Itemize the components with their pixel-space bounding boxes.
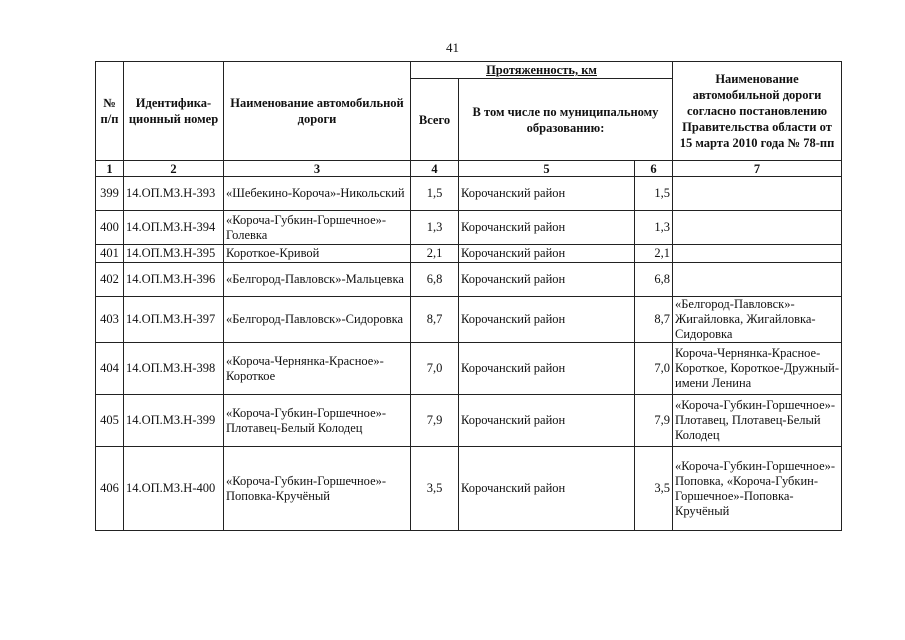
header-road-name: Наименование автомобильной дороги: [224, 62, 411, 161]
row-road-name: «Шебекино-Короча»-Никольский: [224, 177, 411, 211]
header-total: Всего: [411, 79, 459, 161]
header-resolution-name: Наименование автомобильной дороги согласно постановлению Правительства области от 15 марта 2010 года № 78-пп: [673, 62, 842, 161]
row-resolution-name: «Короча-Губкин-Горшечное»-Плотавец, Плотавец-Белый Колодец: [673, 395, 842, 447]
header-municipal: В том числе по муниципальному образованию:: [459, 79, 673, 161]
row-id: 14.ОП.МЗ.Н-393: [124, 177, 224, 211]
row-length: 6,8: [635, 263, 673, 297]
row-length: 7,9: [635, 395, 673, 447]
table-row: [96, 263, 842, 297]
row-total: 2,1: [411, 245, 459, 263]
row-resolution-name: «Короча-Губкин-Горшечное»-Поповка, «Короча-Губкин-Горшечное»-Поповка-Кручёный: [673, 447, 842, 531]
column-number: 3: [224, 161, 411, 177]
row-district: Корочанский район: [459, 211, 635, 245]
row-road-name: «Белгород-Павловск»-Мальцевка: [224, 263, 411, 297]
row-total: 3,5: [411, 447, 459, 531]
row-resolution-name: Короча-Чернянка-Красное-Короткое, Короткое-Дружный-имени Ленина: [673, 343, 842, 395]
row-number: 401: [96, 245, 124, 263]
table-row: [96, 211, 842, 245]
row-total: 6,8: [411, 263, 459, 297]
column-number: 5: [459, 161, 635, 177]
table-body: [96, 177, 842, 531]
row-road-name: «Белгород-Павловск»-Сидоровка: [224, 297, 411, 343]
row-resolution-name: [673, 245, 842, 263]
table-row: [96, 447, 842, 531]
row-id: 14.ОП.МЗ.Н-395: [124, 245, 224, 263]
row-length: 1,3: [635, 211, 673, 245]
row-district: Корочанский район: [459, 447, 635, 531]
row-road-name: Короткое-Кривой: [224, 245, 411, 263]
row-resolution-name: [673, 263, 842, 297]
row-total: 7,0: [411, 343, 459, 395]
row-number: 406: [96, 447, 124, 531]
row-number: 400: [96, 211, 124, 245]
header-number: № п/п: [96, 62, 124, 161]
row-number: 399: [96, 177, 124, 211]
row-total: 1,3: [411, 211, 459, 245]
row-length: 3,5: [635, 447, 673, 531]
column-numbering-row: [96, 161, 842, 177]
column-number: 4: [411, 161, 459, 177]
row-number: 404: [96, 343, 124, 395]
row-road-name: «Короча-Губкин-Горшечное»-Поповка-Кручёный: [224, 447, 411, 531]
row-number: 403: [96, 297, 124, 343]
row-district: Корочанский район: [459, 343, 635, 395]
row-id: 14.ОП.МЗ.Н-398: [124, 343, 224, 395]
table-row: [96, 395, 842, 447]
row-resolution-name: «Белгород-Павловск»-Жигайловка, Жигайловка-Сидоровка: [673, 297, 842, 343]
row-total: 7,9: [411, 395, 459, 447]
row-resolution-name: [673, 211, 842, 245]
road-table: [95, 61, 842, 531]
table-row: [96, 177, 842, 211]
row-road-name: «Короча-Чернянка-Красное»-Короткое: [224, 343, 411, 395]
column-number: 6: [635, 161, 673, 177]
row-total: 1,5: [411, 177, 459, 211]
header-id: Идентифика-ционный номер: [124, 62, 224, 161]
row-length: 2,1: [635, 245, 673, 263]
row-id: 14.ОП.МЗ.Н-394: [124, 211, 224, 245]
row-id: 14.ОП.МЗ.Н-400: [124, 447, 224, 531]
row-road-name: «Короча-Губкин-Горшечное»-Голевка: [224, 211, 411, 245]
page-number: 41: [446, 40, 459, 55]
column-number: 1: [96, 161, 124, 177]
row-district: Корочанский район: [459, 395, 635, 447]
row-district: Корочанский район: [459, 245, 635, 263]
header-length-group: Протяженность, км: [411, 62, 673, 79]
table-row: [96, 245, 842, 263]
row-id: 14.ОП.МЗ.Н-399: [124, 395, 224, 447]
column-number: 7: [673, 161, 842, 177]
column-number: 2: [124, 161, 224, 177]
row-length: 7,0: [635, 343, 673, 395]
row-length: 8,7: [635, 297, 673, 343]
row-id: 14.ОП.МЗ.Н-396: [124, 263, 224, 297]
row-total: 8,7: [411, 297, 459, 343]
row-road-name: «Короча-Губкин-Горшечное»-Плотавец-Белый Колодец: [224, 395, 411, 447]
row-number: 405: [96, 395, 124, 447]
row-length: 1,5: [635, 177, 673, 211]
row-district: Корочанский район: [459, 177, 635, 211]
row-number: 402: [96, 263, 124, 297]
table-row: [96, 343, 842, 395]
row-resolution-name: [673, 177, 842, 211]
row-id: 14.ОП.МЗ.Н-397: [124, 297, 224, 343]
row-district: Корочанский район: [459, 263, 635, 297]
table-row: [96, 297, 842, 343]
row-district: Корочанский район: [459, 297, 635, 343]
